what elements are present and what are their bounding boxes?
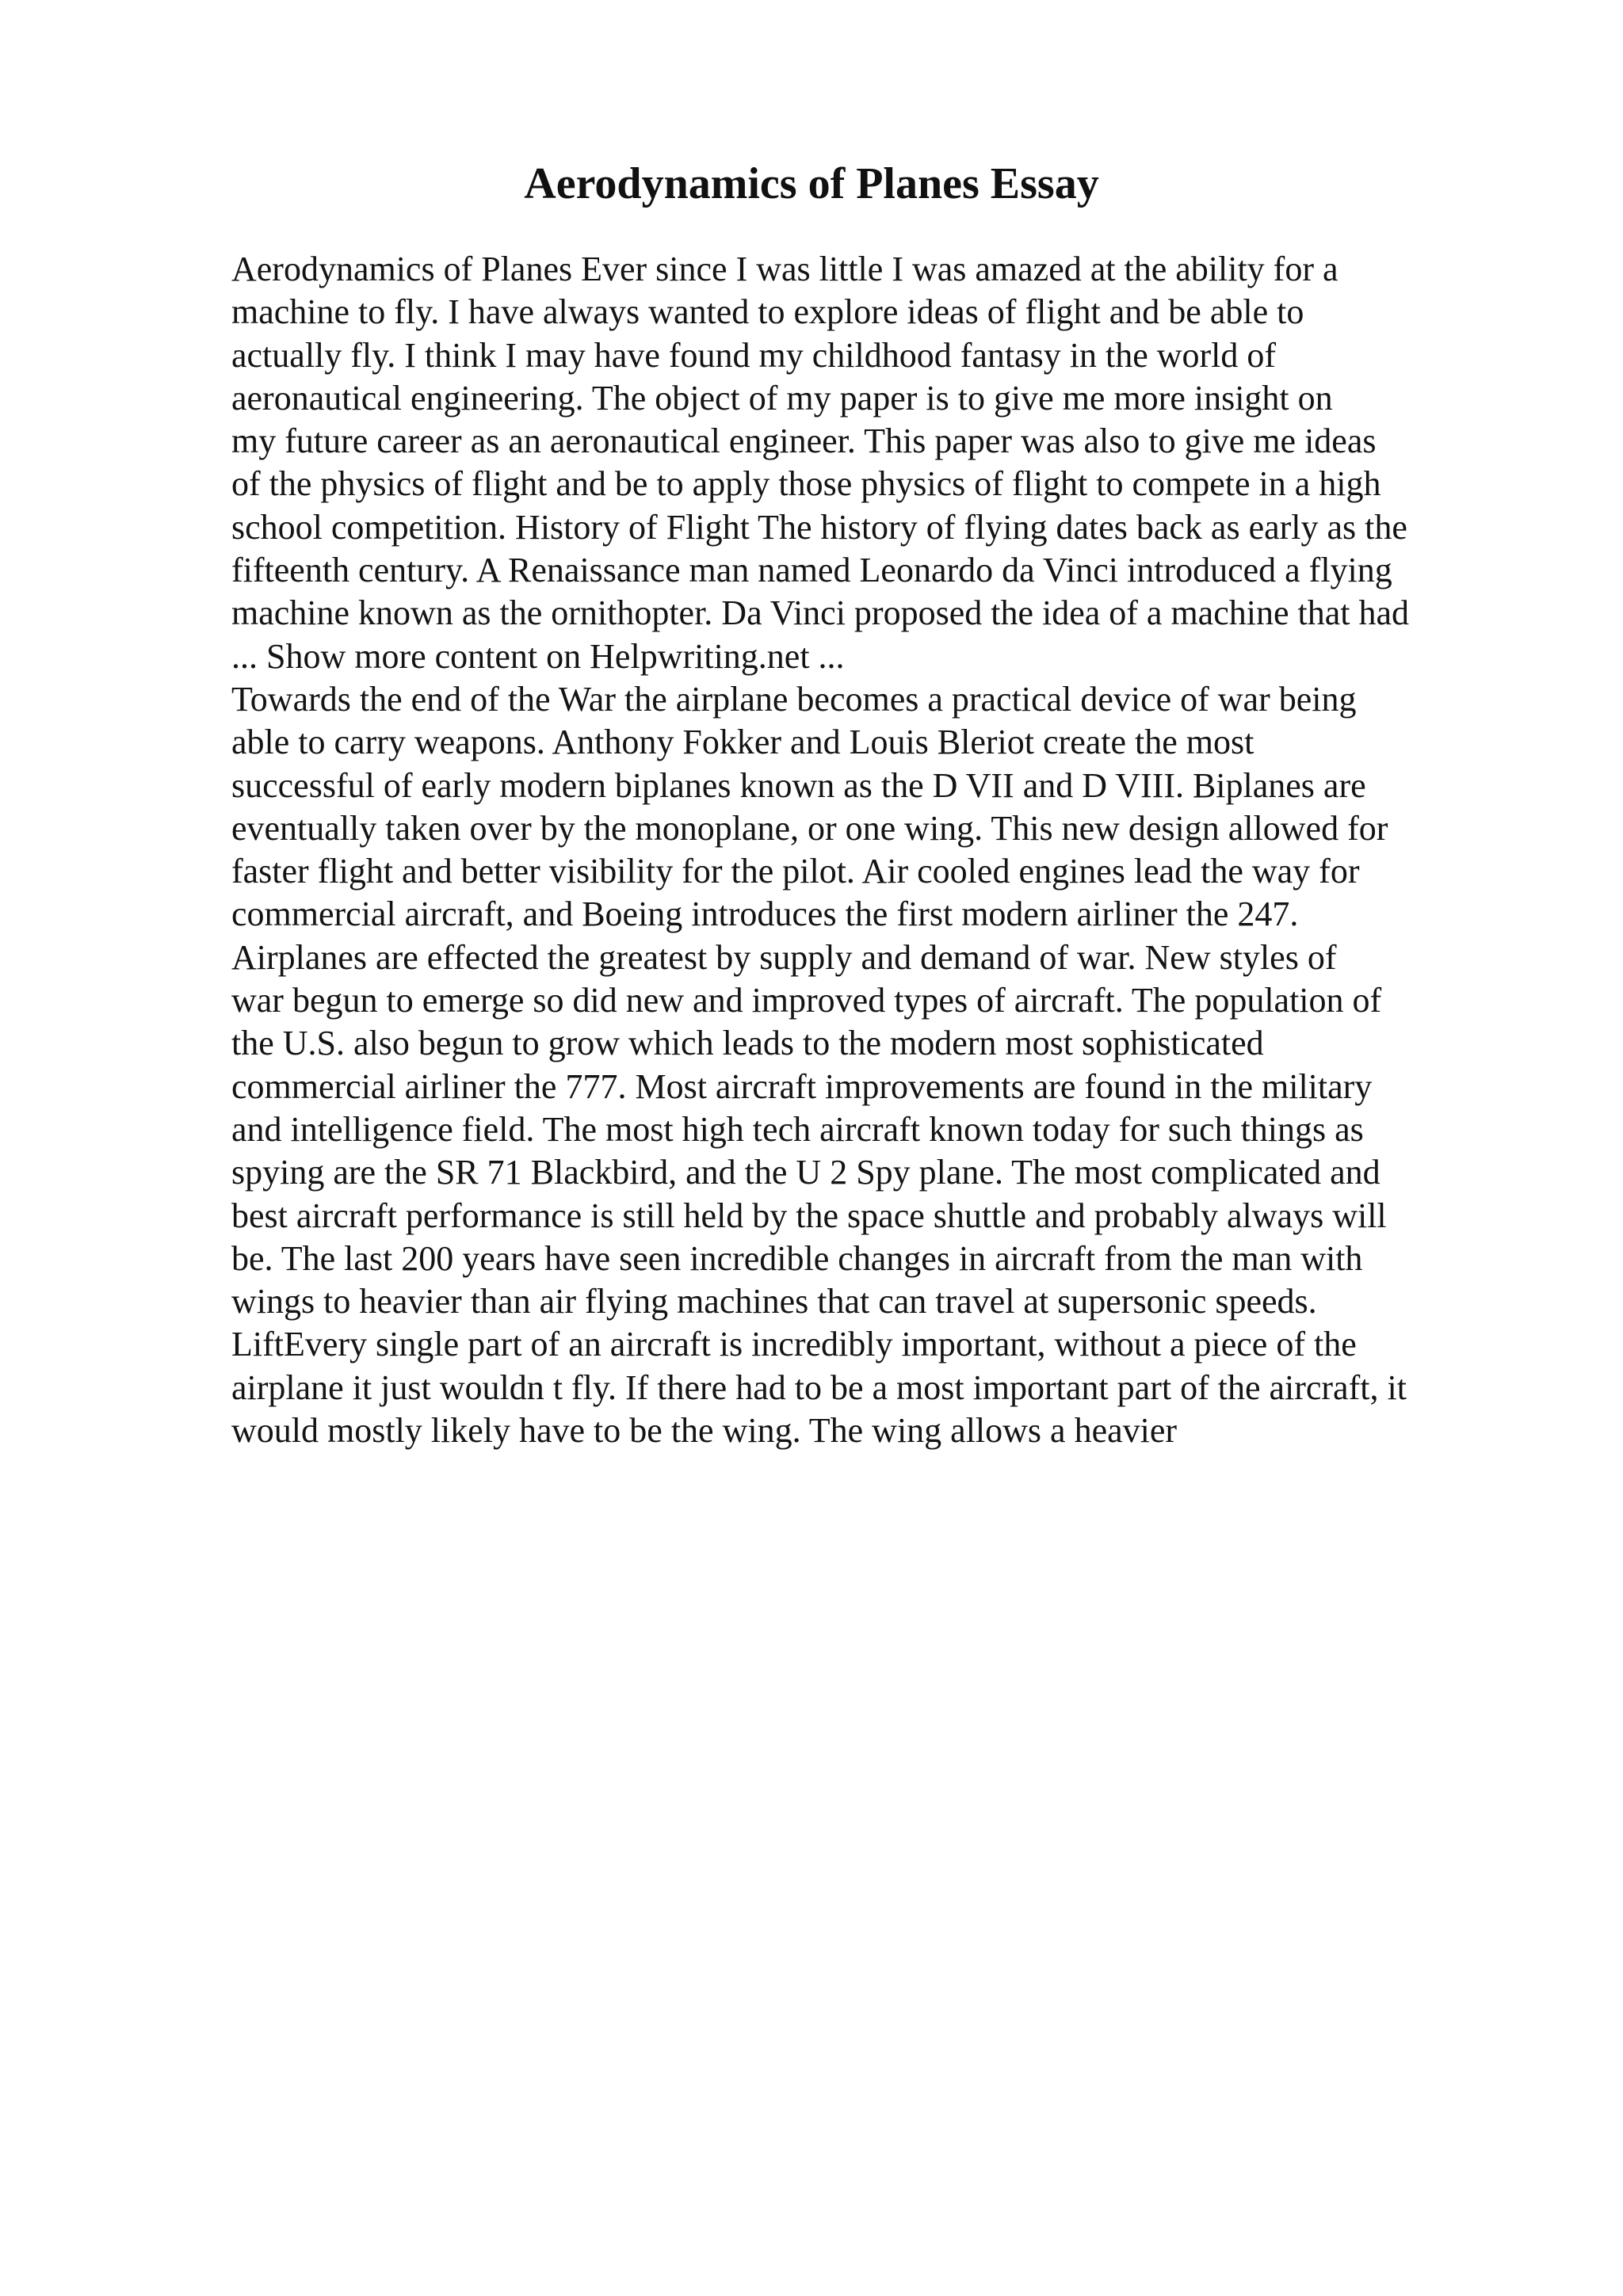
text-line: faster flight and better visibility for the pilot. Air cooled engines lead the way for (231, 852, 1360, 891)
text-line: LiftEvery single part of an aircraft is incredibly important, without a piece of the (231, 1325, 1357, 1364)
text-line: successful of early modern biplanes known as the D VII and D VIII. Biplanes are (231, 765, 1366, 805)
text-line: spying are the SR 71 Blackbird, and the U 2 Spy plane. The most complicated and (231, 1153, 1381, 1192)
essay-body (231, 248, 1610, 1452)
text-line: war begun to emerge so did new and improved types of aircraft. The population of (231, 981, 1382, 1020)
text-line: eventually taken over by the monoplane, or one wing. This new design allowed for (231, 808, 1388, 848)
text-line: would mostly likely have to be the wing. The wing allows a heavier (231, 1411, 1178, 1451)
text-line: Aerodynamics of Planes Ever since I was little I was amazed at the ability for a (231, 250, 1338, 288)
text-line: of the physics of flight and be to apply those physics of flight to compete in a high (231, 464, 1381, 504)
text-line: machine known as the ornithopter. Da Vinci proposed the idea of a machine that had (231, 593, 1409, 633)
text-line: and intelligence field. The most high tech aircraft known today for such things as (231, 1109, 1364, 1149)
text-line: Towards the end of the War the airplane becomes a practical device of war being (231, 679, 1357, 719)
text-line: commercial airliner the 777. Most aircraft improvements are found in the military (231, 1066, 1373, 1106)
document-title: Aerodynamics of Planes Essay (524, 159, 1099, 208)
text-line: best aircraft performance is still held by the space shuttle and probably always will (231, 1196, 1387, 1235)
text-line: ... Show more content on Helpwriting.net ... (231, 636, 845, 676)
text-line: school competition. History of Flight The history of flying dates back as early as the (231, 507, 1407, 547)
text-line: airplane it just wouldn t fly. If there had to be a most important part of the aircraft, it (231, 1367, 1407, 1407)
text-line: machine to fly. I have always wanted to explore ideas of flight and be able to (231, 292, 1304, 332)
text-line: wings to heavier than air flying machines that can travel at supersonic speeds. (231, 1282, 1317, 1322)
text-line: fifteenth century. A Renaissance man named Leonardo da Vinci introduced a flying (231, 551, 1392, 590)
text-line: be. The last 200 years have seen incredible changes in aircraft from the man with (231, 1238, 1363, 1278)
text-line: Airplanes are effected the greatest by supply and demand of war. New styles of (231, 937, 1337, 977)
text-line: my future career as an aeronautical engineer. This paper was also to give me ideas (231, 421, 1377, 461)
text-line: able to carry weapons. Anthony Fokker and Louis Bleriot create the most (231, 723, 1254, 762)
text-line: aeronautical engineering. The object of my paper is to give me more insight on (231, 378, 1333, 418)
text-line: the U.S. also begun to grow which leads to the modern most sophisticated (231, 1024, 1264, 1063)
text-line: commercial aircraft, and Boeing introduces the first modern airliner the 247. (231, 894, 1299, 934)
text-line: actually fly. I think I may have found my childhood fantasy in the world of (231, 335, 1277, 375)
